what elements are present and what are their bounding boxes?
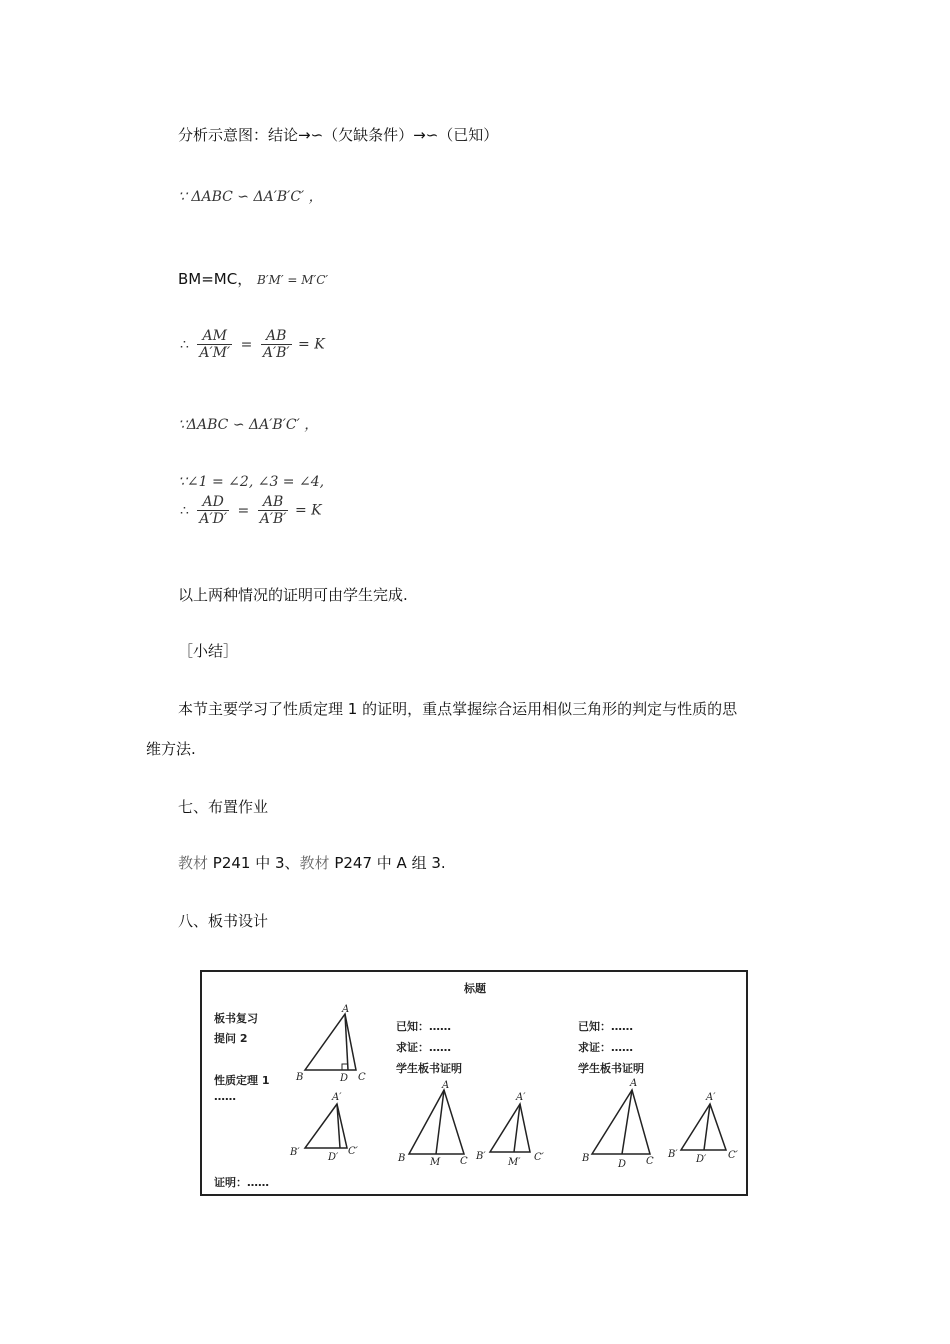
board-question-2: 提问 2: [214, 1032, 248, 1045]
bm-equation: B′M′ = M′C′: [257, 273, 329, 287]
board-prove-2: 求证：……: [578, 1041, 633, 1054]
board-given-2: 已知：……: [578, 1020, 633, 1033]
board-prove-1: 求证：……: [396, 1041, 451, 1054]
svg-text:B′: B′: [476, 1151, 486, 1162]
board-dots: ……: [214, 1090, 236, 1103]
summary-line-2: 维方法.: [146, 740, 196, 758]
triangle-abc-prime-median: [475, 1092, 545, 1168]
svg-text:C′: C′: [728, 1150, 738, 1161]
svg-text:B′: B′: [668, 1149, 678, 1160]
bm-line: [178, 268, 328, 289]
board-given-1: 已知：……: [396, 1020, 451, 1033]
svg-text:C′: C′: [348, 1146, 358, 1157]
svg-text:A: A: [342, 1004, 350, 1015]
triangle-diagrams: [202, 972, 750, 1198]
fraction-ab-2: $\frac{AB}{A'B'}$: [259, 494, 287, 527]
svg-text:B: B: [398, 1153, 406, 1164]
svg-text:D′: D′: [696, 1154, 707, 1165]
svg-text:C: C: [646, 1156, 654, 1167]
ratio-equation-2: ∴ $\frac{AD}{A'D'}$ = $\frac{AB}{A'B'}$ = K: [180, 494, 322, 527]
board-review: 板书复习: [214, 1012, 258, 1025]
svg-text:C: C: [460, 1156, 468, 1167]
since-similar-1: ∵ ΔABC ∽ ΔA′B′C′ ，: [178, 189, 323, 205]
board-theorem: 性质定理 1: [214, 1074, 270, 1087]
board-heading: 标题: [464, 982, 486, 995]
therefore-symbol: ∴: [180, 336, 189, 353]
fraction-am: $\frac{AM}{A'M'}$: [199, 328, 231, 361]
therefore-symbol: ∴: [180, 502, 189, 519]
svg-text:A′: A′: [332, 1092, 342, 1103]
svg-text:C: C: [358, 1072, 366, 1083]
triangle-abc-median: [397, 1080, 468, 1168]
summary-line-1: 本节主要学习了性质定理 1 的证明，重点掌握综合运用相似三角形的判定与性质的思: [178, 700, 738, 718]
angle-equalities: ∵∠1 = ∠2, ∠3 = ∠4,: [178, 474, 325, 490]
homework-title: 七、布置作业: [178, 798, 269, 816]
ratio-equation-1: ∴ $\frac{AM}{A'M'}$ = $\frac{AB}{A'B'}$ = K: [180, 328, 325, 361]
board-student-proof-2: 学生板书证明: [578, 1062, 644, 1075]
ratio-k-2: = K: [294, 502, 322, 519]
bm-text: BM=MC，: [178, 270, 253, 288]
since-similar-2: ∵ΔABC ∽ ΔA′B′C′ ，: [178, 417, 319, 433]
svg-text:B: B: [296, 1072, 304, 1083]
proof-note: 以上两种情况的证明可由学生完成.: [178, 586, 408, 604]
fraction-ad: $\frac{AD}{A'D'}$: [199, 494, 228, 527]
svg-text:M: M: [430, 1157, 441, 1168]
triangle-abc-altitude-2: [581, 1078, 654, 1170]
svg-text:A′: A′: [516, 1092, 526, 1103]
summary-title: ［小结］: [178, 642, 239, 660]
svg-text:D: D: [340, 1073, 349, 1084]
svg-text:A′: A′: [706, 1092, 716, 1103]
svg-text:A: A: [630, 1078, 638, 1089]
triangle-abc-altitude: [295, 1004, 366, 1084]
board-student-proof-1: 学生板书证明: [396, 1062, 462, 1075]
homework-line: 教材 P241 中 3、教材 P247 中 A 组 3.: [178, 854, 446, 872]
svg-text:B′: B′: [290, 1147, 300, 1158]
blackboard-design-figure: [200, 970, 748, 1196]
fraction-ab: $\frac{AB}{A'B'}$: [262, 328, 290, 361]
svg-text:C′: C′: [534, 1152, 544, 1163]
svg-text:B: B: [582, 1153, 590, 1164]
triangle-abc-prime-altitude-2: [667, 1092, 739, 1165]
svg-text:A: A: [442, 1080, 450, 1091]
board-proof: 证明：……: [214, 1176, 269, 1189]
triangle-abc-prime-altitude: [289, 1092, 359, 1163]
ratio-k: = K: [298, 336, 325, 353]
svg-text:M′: M′: [508, 1157, 521, 1168]
analysis-line: 分析示意图：结论→∽（欠缺条件）→∽（已知）: [178, 126, 499, 144]
svg-text:D: D: [618, 1159, 627, 1170]
svg-text:D′: D′: [328, 1152, 339, 1163]
board-design-title: 八、板书设计: [178, 912, 269, 930]
